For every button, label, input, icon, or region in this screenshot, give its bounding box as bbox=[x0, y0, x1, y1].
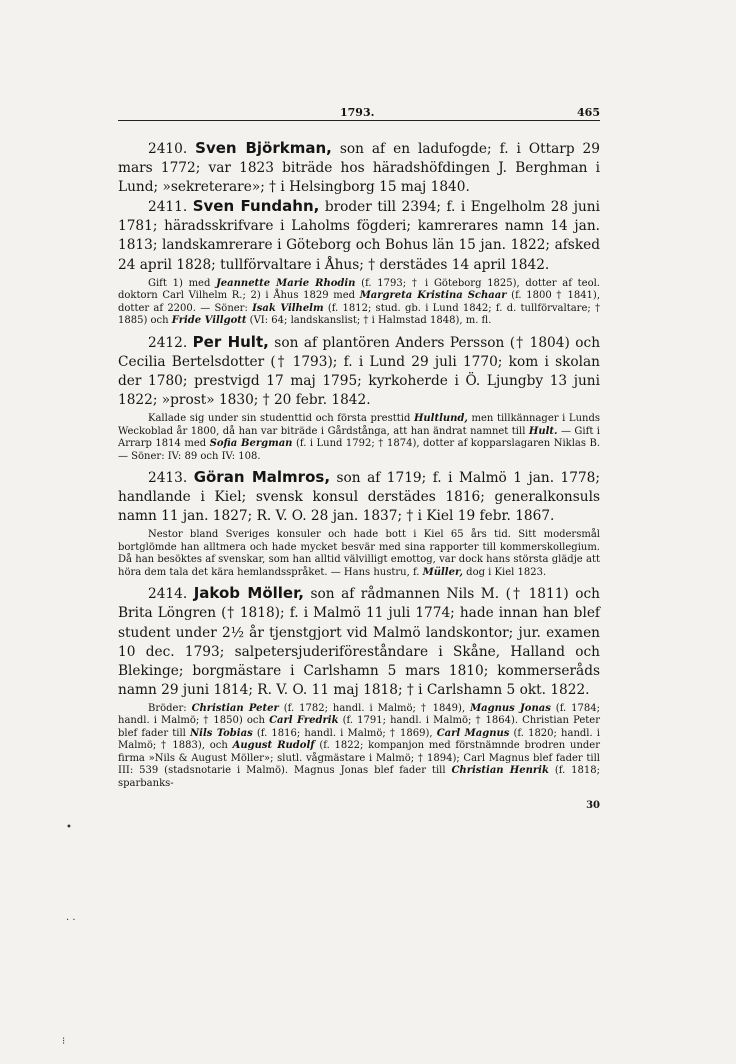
entry-number: 2413. bbox=[148, 470, 188, 487]
entry-2412 bbox=[118, 333, 600, 410]
page-header bbox=[118, 98, 600, 121]
entry-name: Sven Björkman, bbox=[195, 139, 332, 157]
entry-text: son af 1719; f. i Malmö 1 jan. 1778; handlande i Kiel; svensk konsul derstädes 1816; generalkonsuls namn 11 jan. 1827; R. V. O. 28 jan. 1837; † i Kiel 19 febr. 1867. bbox=[118, 470, 600, 525]
entry-name: Göran Malmros, bbox=[193, 468, 331, 487]
entry-text: broder till 2394; f. i Engelholm 28 juni 1781; häradsskrifvare i Laholms fögderi; kamrerares namn 14 jan. 1813; landskamrerare i Göteborg och Bohus län 15 jan. 1822; afsked 24 april 1828; tullförvaltare i Åhus; † derstädes 14 april 1842. bbox=[118, 199, 600, 273]
page-number: 465 bbox=[577, 106, 600, 119]
entry-text: son af rådmannen Nils M. († 1811) och Brita Löngren († 1818); f. i Malmö 11 juli 1774; hade innan han blef student under 2½ år tjenstgjort vid Malmö landskontor; jur. examen 10 dec. 1793; salpetersjuderiföreståndare i Skåne, Halland och Blekinge; borgmästare i Carlshamn 5 mars 1810; kommerseråds namn 29 juni 1814; R. V. O. 11 maj 1818; † i Carlshamn 5 okt. 1822. bbox=[118, 586, 600, 698]
note-2414: Bröder: Christian Peter (f. 1782; handl. i Malmö; † 1849), Magnus Jonas (f. 1784; handl. i Malmö; † 1850) och Carl Fredrik (f. 1791; handl. i Malmö; † 1864). Christian Peter blef fader till Nils Tobias (f. 1816; handl. i Malmö; † 1869), Carl Magnus (f. 1820; handl. i Malmö; † 1883), och August Rudolf (f. 1822; kompanjon med förstnämnde brodren under firma »Nils & August Möller»; slutl. vågmästare i Malmö; † 1894); Carl Magnus blef fader till III: 539 (stadsnotarie i Malmö). Magnus Jonas blef fader till Christian Henrik (f. 1818; sparbanks- bbox=[118, 702, 601, 789]
note-2412: Kallade sig under sin studenttid och första presttid Hultlund, men tillkännager i Lunds Weckoblad år 1800, då han var biträde i Gårdstånga, att han ändrat namnet till Hult. — Gift i Arrarp 1814 med Sofia Bergman (f. i Lund 1792; † 1874), dotter af kopparslagaren Niklas B. — Söner: IV: 89 och IV: 108. bbox=[118, 413, 601, 462]
stray-mark-1: • bbox=[66, 822, 72, 833]
entry-2414 bbox=[118, 584, 600, 700]
entry-number: 2412. bbox=[148, 334, 188, 351]
entry-2410 bbox=[118, 139, 600, 197]
entry-number: 2414. bbox=[148, 586, 188, 603]
entry-2411 bbox=[118, 197, 600, 274]
entry-number: 2411. bbox=[148, 199, 188, 216]
entry-name: Sven Fundahn, bbox=[192, 197, 320, 216]
header-year: 1793. bbox=[340, 106, 375, 119]
entry-2413 bbox=[118, 468, 600, 526]
entry-text: son af en ladufogde; f. i Ottarp 29 mars 1772; var 1823 biträde hos häradshöfdingen J. Berghman i Lund; »sekreterare»; † i Helsingborg 15 maj 1840. bbox=[118, 141, 600, 196]
stray-mark-2: · · bbox=[66, 915, 76, 926]
page bbox=[118, 98, 600, 811]
entry-text: son af plantören Anders Persson († 1804) och Cecilia Bertelsdotter († 1793); f. i Lund 29 juli 1770; kom i skolan der 1780; prestvigd 17 maj 1795; kyrkoherde i Ö. Ljungby 13 juni 1822; »prost» 1830; † 20 febr. 1842. bbox=[118, 334, 601, 408]
entry-number: 2410. bbox=[148, 141, 188, 157]
note-2413: Nestor bland Sveriges konsuler och hade bott i Kiel 65 års tid. Sitt modersmål bortglömde han alltmera och hade mycket besvär med sina rapporter till kommerskollegium. Då han besöktes af svenskar, som han alltid välvilligt emottog, var dock hans största glädje att höra dem tala det kära hemlandsspråket. — Hans hustru, f. Müller, dog i Kiel 1823. bbox=[118, 529, 600, 578]
entry-name: Per Hult, bbox=[192, 332, 269, 351]
signature-mark: 30 bbox=[586, 800, 600, 812]
stray-mark-3: ⁝ bbox=[62, 1036, 66, 1047]
entry-name: Jakob Möller, bbox=[193, 584, 304, 603]
note-2411: Gift 1) med Jeannette Marie Rhodin (f. 1793; † i Göteborg 1825), dotter af teol. doktorn Carl Vilhelm R.; 2) i Åhus 1829 med Margreta Kristina Schaar (f. 1800 † 1841), dotter af 2200. — Söner: Isak Vilhelm (f. 1812; stud. gb. i Lund 1842; f. d. tullförvaltare; † 1885) och Fride Villgott (VI: 64; landskanslist; † i Halmstad 1848), m. fl. bbox=[118, 277, 600, 327]
